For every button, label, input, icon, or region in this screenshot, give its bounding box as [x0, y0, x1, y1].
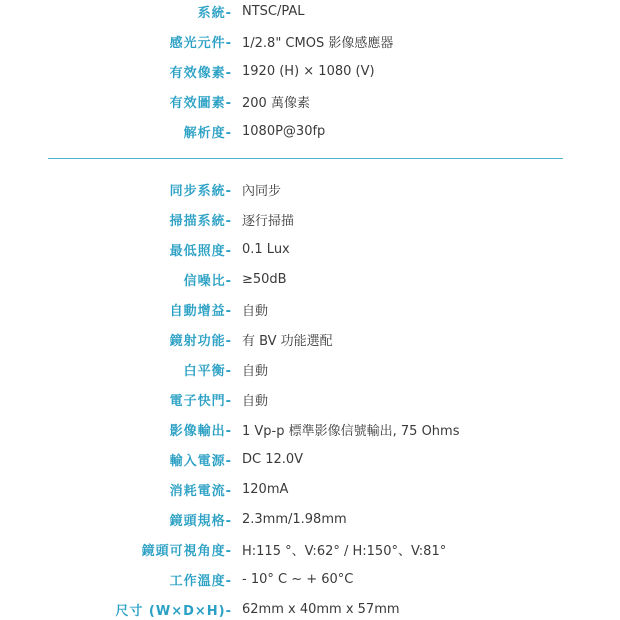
- spec-row: [0, 208, 620, 230]
- spec-value: ≥50dB: [242, 271, 287, 287]
- spec-label: 有效像素-: [169, 65, 232, 81]
- spec-label: 信噪比-: [183, 273, 232, 289]
- spec-row: [0, 478, 620, 500]
- spec-value: 0.1 Lux: [242, 241, 290, 257]
- spec-value: - 10° C ~ + 60°C: [242, 571, 354, 587]
- section-divider: [48, 158, 563, 159]
- spec-label: 系統-: [197, 5, 232, 21]
- spec-label: 有效圖素-: [169, 95, 232, 111]
- spec-value: 1 Vp-p 標準影像信號輸出, 75 Ohms: [242, 423, 460, 439]
- spec-label: 電子快門-: [169, 393, 232, 409]
- spec-value: 內同步: [242, 183, 282, 199]
- spec-value: 62mm x 40mm x 57mm: [242, 601, 400, 617]
- spec-label: 自動增益-: [169, 303, 232, 319]
- spec-label: 輸入電源-: [169, 453, 232, 469]
- spec-value: 自動: [242, 303, 269, 319]
- spec-row: [0, 388, 620, 410]
- spec-row: [0, 268, 620, 290]
- spec-row: [0, 178, 620, 200]
- spec-label: 解析度-: [183, 125, 232, 141]
- spec-value: 自動: [242, 363, 269, 379]
- spec-label: 影像輸出-: [169, 423, 232, 439]
- spec-value: 逐行掃描: [242, 213, 295, 229]
- spec-value: 自動: [242, 393, 269, 409]
- spec-row: [0, 30, 620, 52]
- spec-value: 1/2.8" CMOS 影像感應器: [242, 35, 394, 51]
- spec-label: 鏡射功能-: [169, 333, 232, 349]
- spec-row: [0, 0, 620, 22]
- spec-value: 2.3mm/1.98mm: [242, 511, 347, 527]
- spec-row: [0, 298, 620, 320]
- spec-value: 200 萬像素: [242, 95, 310, 111]
- spec-value: 有 BV 功能選配: [242, 333, 333, 349]
- spec-label: 鏡頭可視角度-: [141, 543, 232, 559]
- spec-label: 感光元件-: [169, 35, 232, 51]
- spec-row: [0, 328, 620, 350]
- spec-row: [0, 538, 620, 560]
- spec-value: H:115 °、V:62° / H:150°、V:81°: [242, 543, 447, 559]
- spec-row: [0, 508, 620, 530]
- spec-row: [0, 238, 620, 260]
- spec-row: [0, 568, 620, 590]
- spec-label: 消耗電流-: [169, 483, 232, 499]
- spec-row: [0, 448, 620, 470]
- spec-label: 掃描系統-: [169, 213, 232, 229]
- spec-row: [0, 358, 620, 380]
- spec-label: 同步系統-: [169, 183, 232, 199]
- spec-value: 120mA: [242, 481, 289, 497]
- spec-label: 白平衡-: [183, 363, 232, 379]
- spec-row: [0, 60, 620, 82]
- spec-label: 鏡頭規格-: [169, 513, 232, 529]
- spec-value: NTSC/PAL: [242, 3, 305, 19]
- spec-value: 1080P@30fp: [242, 123, 326, 139]
- spec-row: [0, 90, 620, 112]
- spec-label: 最低照度-: [169, 243, 232, 259]
- spec-value: DC 12.0V: [242, 451, 304, 467]
- spec-value: 1920 (H) × 1080 (V): [242, 63, 375, 79]
- spec-label: 尺寸 (W×D×H)-: [115, 603, 232, 619]
- spec-row: [0, 120, 620, 142]
- spec-label: 工作溫度-: [169, 573, 232, 589]
- spec-row: [0, 418, 620, 440]
- spec-row: [0, 598, 620, 620]
